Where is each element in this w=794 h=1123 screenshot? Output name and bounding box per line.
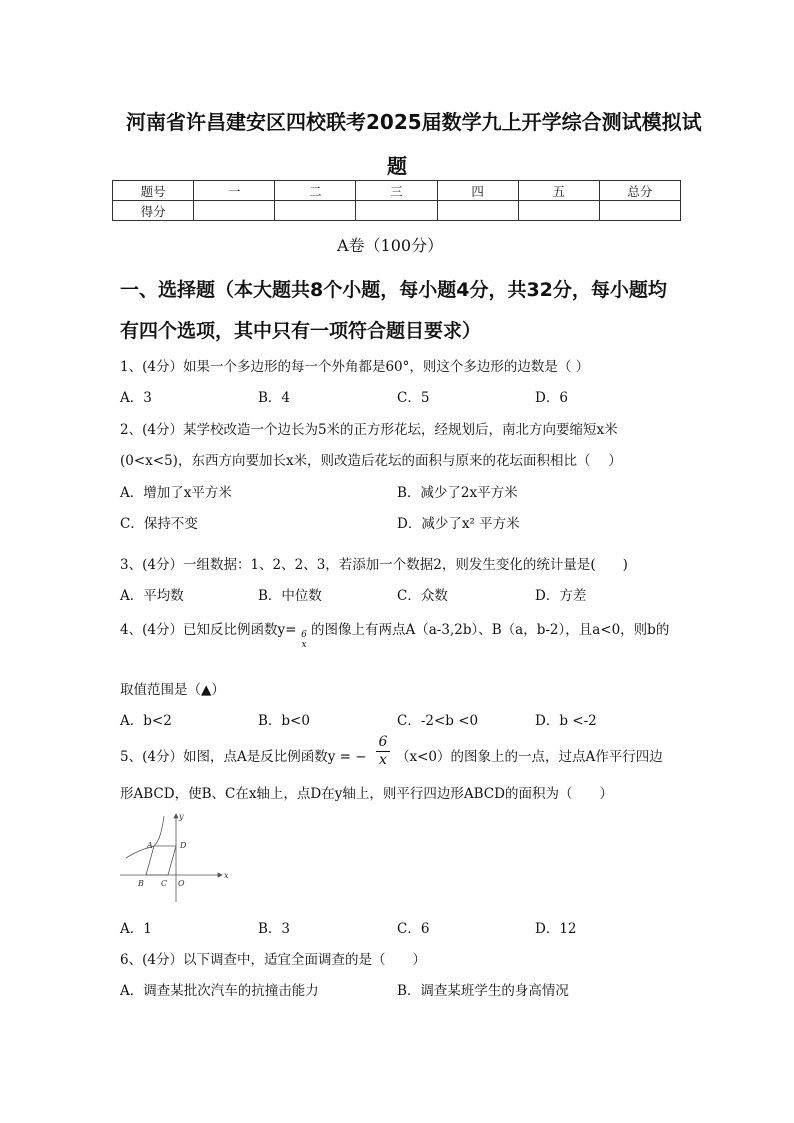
y-axis-arrow [174, 814, 178, 818]
score-input-cell [599, 201, 680, 221]
score-cell: 三 [356, 181, 437, 201]
question-4-stem-line-2: 取值范围是（▲） [120, 682, 225, 698]
question-2-option-c: C．保持不变 [120, 516, 198, 532]
score-input-cell [437, 201, 518, 221]
score-cell: 总分 [599, 181, 680, 201]
score-table-header-row [113, 181, 681, 201]
score-cell: 五 [518, 181, 599, 201]
question-2-stem-line-2: (0<x<5)，东西方向要加长x米，则改造后花坛的面积与原来的花坛面积相比（ ） [120, 453, 622, 469]
question-5-option-b: B．3 [258, 921, 291, 937]
question-4-stem-post: 的图像上有两点A（a-3,2b）、B（a，b-2），且a<0，则b的 [311, 622, 670, 638]
score-table [112, 180, 681, 221]
question-5-option-c: C．6 [397, 921, 430, 937]
part-a-heading: A卷（100分） [337, 236, 444, 255]
label-c: C [161, 879, 168, 888]
fraction-numerator: 6 [301, 630, 307, 640]
section-1-heading-line-1: 一、选择题（本大题共8个小题，每小题4分，共32分，每小题均 [120, 279, 667, 301]
question-5-option-a: A．1 [120, 921, 152, 937]
title-line-1: 河南省许昌建安区四校联考2025届数学九上开学综合测试模拟试 [126, 110, 702, 134]
question-6-stem: 6、(4分）以下调查中，适宜全面调查的是（ ） [120, 952, 426, 968]
label-y: y [179, 812, 184, 821]
fraction-denominator: x [301, 640, 307, 650]
question-4-option-c: C．-2<b <0 [397, 713, 479, 729]
title-line-2: 题 [387, 154, 407, 178]
question-6-option-a: A．调查某批次汽车的抗撞击能力 [120, 983, 319, 999]
question-4-option-a: A．b<2 [120, 713, 172, 729]
question-1-option-d: D．6 [535, 390, 568, 406]
score-cell: 四 [437, 181, 518, 201]
score-table-score-row [113, 201, 681, 221]
x-axis-arrow [218, 873, 222, 877]
score-input-cell [275, 201, 356, 221]
question-5-stem-pre: 5、(4分）如图，点A是反比例函数y = − [120, 749, 367, 765]
question-2-stem-line-1: 2、(4分）某学校改造一个边长为5米的正方形花坛，经规划后，南北方向要缩短x米 [120, 422, 618, 438]
score-cell: 题号 [113, 181, 194, 201]
question-2-option-a: A．增加了x平方米 [120, 485, 232, 501]
question-4-fraction [299, 630, 309, 650]
question-2-option-d: D．减少了x² 平方米 [397, 516, 520, 532]
question-5-stem-line-2: 形ABCD，使B、C在x轴上，点D在y轴上，则平行四边形ABCD的面积为（ ） [120, 786, 613, 802]
label-d: D [180, 841, 187, 850]
question-4-option-b: B．b<0 [258, 713, 310, 729]
label-a: A [147, 841, 153, 850]
score-cell: 二 [275, 181, 356, 201]
label-o: O [178, 879, 185, 888]
question-4-stem-pre: 4、(4分）已知反比例函数y= [120, 622, 297, 638]
hyperbola-curve [126, 816, 164, 858]
question-5-stem-post: （x<0）的图象上的一点，过点A作平行四边 [396, 749, 663, 765]
question-1-option-a: A．3 [120, 390, 152, 406]
label-x: x [224, 871, 229, 880]
question-1-option-b: B．4 [258, 390, 291, 406]
question-4-option-d: D．b <-2 [535, 713, 597, 729]
score-input-cell [194, 201, 275, 221]
section-1-heading-line-2: 有四个选项，其中只有一项符合题目要求） [120, 320, 482, 342]
fraction-numerator: 6 [376, 734, 390, 752]
question-5-figure [118, 810, 228, 905]
question-6-option-b: B．调查某班学生的身高情况 [397, 983, 569, 999]
score-input-cell [518, 201, 599, 221]
score-cell: 一 [194, 181, 275, 201]
question-5-fraction [376, 734, 390, 769]
score-input-cell [356, 201, 437, 221]
fraction-denominator: x [379, 752, 387, 768]
question-5-option-d: D．12 [535, 921, 577, 937]
label-b: B [138, 879, 144, 888]
question-2-option-b: B．减少了2x平方米 [397, 485, 518, 501]
question-3-option-b: B．中位数 [258, 588, 322, 604]
question-3-option-a: A．平均数 [120, 588, 184, 604]
question-3-option-d: D．方差 [535, 588, 587, 604]
question-3-stem: 3、(4分）一组数据：1、2、2、3，若添加一个数据2，则发生变化的统计量是( ) [120, 557, 628, 573]
score-cell: 得分 [113, 201, 194, 221]
question-1-option-c: C．5 [397, 390, 430, 406]
question-1-stem: 1、(4分）如果一个多边形的每一个外角都是60°，则这个多边形的边数是（ ） [120, 359, 590, 375]
question-3-option-c: C．众数 [397, 588, 448, 604]
parallelogram-abcd [146, 846, 176, 875]
